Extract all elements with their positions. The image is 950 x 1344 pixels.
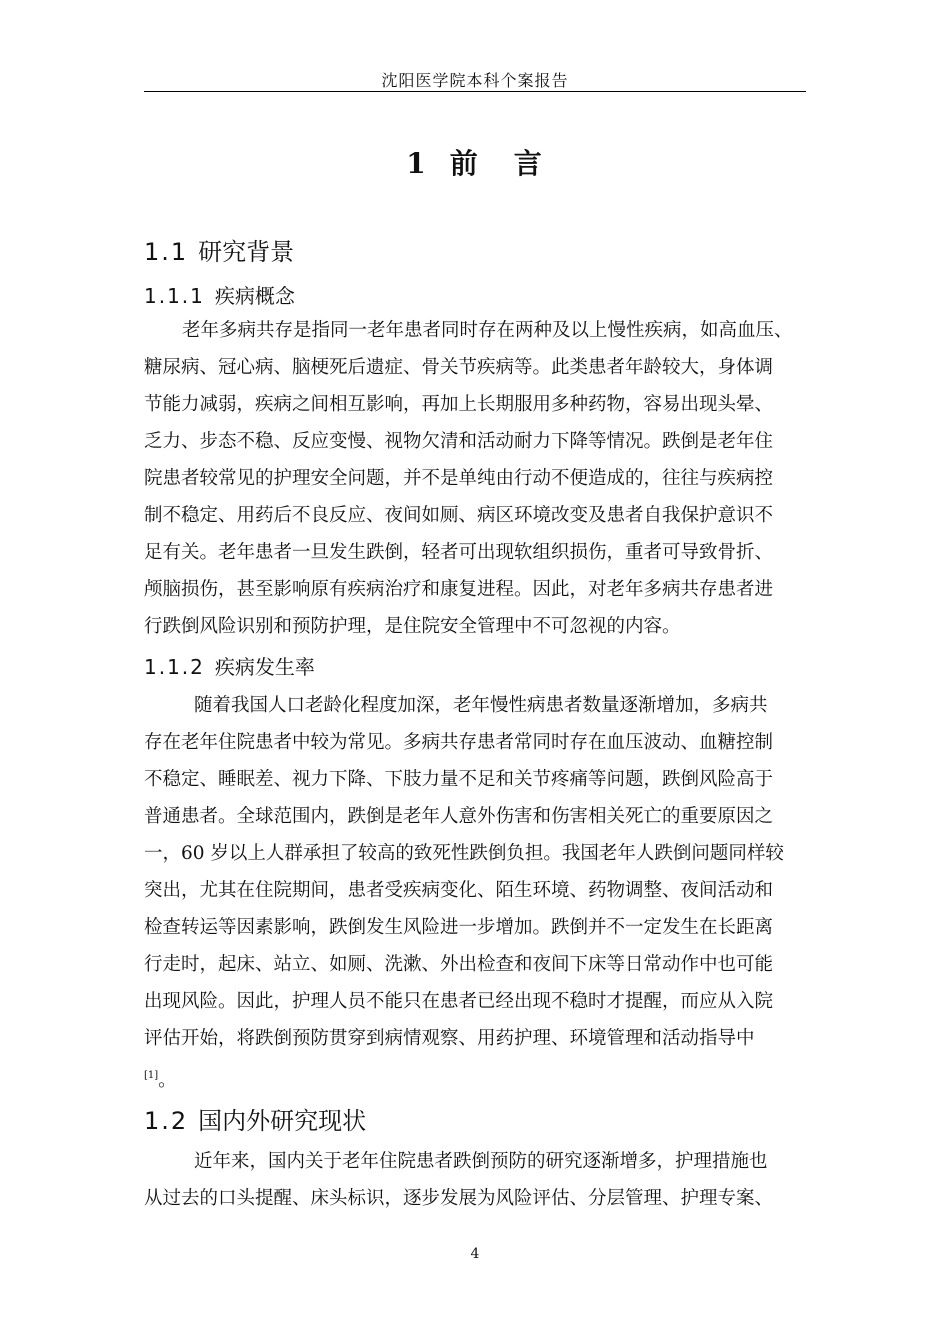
text-line: 评估开始，将跌倒预防贯穿到病情观察、用药护理、环境管理和活动指导中 (144, 1028, 755, 1049)
text-line: 近年来，国内关于老年住院患者跌倒预防的研究逐渐增多，护理措施也 (194, 1151, 768, 1172)
text-line: 节能力减弱，疾病之间相互影响，再加上长期服用多种药物，容易出现头晕、 (144, 394, 774, 415)
text-line: 突出，尤其在住院期间，患者受疾病变化、陌生环境、药物调整、夜间活动和 (144, 880, 774, 901)
chapter-word-1: 前 (449, 147, 480, 180)
section-title: 国内外研究现状 (198, 1107, 367, 1135)
chapter-title (144, 142, 806, 182)
section-number: 1.1.2 (144, 655, 205, 679)
citation-ref: [1] (144, 1070, 159, 1081)
text-line: 颅脑损伤，甚至影响原有疾病治疗和康复进程。因此，对老年多病共存患者进 (144, 579, 774, 600)
text-line: 一，60 岁以上人群承担了较高的致死性跌倒负担。我国老年人跌倒问题同样较 (144, 843, 784, 864)
section-title: 研究背景 (198, 238, 295, 266)
text-line: 随着我国人口老龄化程度加深，老年慢性病患者数量逐渐增加，多病共 (194, 695, 768, 716)
chapter-word-2: 言 (513, 147, 544, 180)
text-line: 糖尿病、冠心病、脑梗死后遗症、骨关节疾病等。此类患者年龄较大，身体调 (144, 357, 774, 378)
section-heading-1-2 (144, 1101, 366, 1136)
text-line: 乏力、步态不稳、反应变慢、视物欠清和活动耐力下降等情况。跌倒是老年住 (144, 431, 774, 452)
text-line: 出现风险。因此，护理人员不能只在患者已经出现不稳时才提醒，而应从入院 (144, 991, 774, 1012)
text-line: 检查转运等因素影响，跌倒发生风险进一步增加。跌倒并不一定发生在长距离 (144, 917, 774, 938)
text-line: 不稳定、睡眠差、视力下降、下肢力量不足和关节疼痛等问题，跌倒风险高于 (144, 769, 774, 790)
section-number: 1.2 (144, 1107, 189, 1135)
text-line: 普通患者。全球范围内，跌倒是老年人意外伤害和伤害相关死亡的重要原因之 (144, 806, 774, 827)
text-line: 行跌倒风险识别和预防护理，是住院安全管理中不可忽视的内容。 (144, 616, 681, 637)
section-heading-1-1-1 (144, 280, 295, 309)
section-title: 疾病概念 (214, 284, 295, 308)
page-header: 沈阳医学院本科个案报告 (381, 71, 569, 90)
section-heading-1-1 (144, 232, 294, 267)
section-number: 1.1 (144, 238, 189, 266)
paragraph-disease-concept (144, 312, 806, 645)
end-punct: 。 (158, 1070, 177, 1091)
header-rule (144, 91, 806, 92)
text-line: 制不稳定、用药后不良反应、夜间如厕、病区环境改变及患者自我保护意识不 (144, 505, 774, 526)
section-title: 疾病发生率 (214, 655, 315, 679)
text-line: 行走时，起床、站立、如厕、洗漱、外出检查和夜间下床等日常动作中也可能 (144, 954, 774, 975)
text-line: 存在老年住院患者中较为常见。多病共存患者常同时存在血压波动、血糖控制 (144, 732, 774, 753)
text-line: 从过去的口头提醒、床头标识，逐步发展为风险评估、分层管理、护理专案、 (144, 1188, 774, 1209)
text-line: 足有关。老年患者一旦发生跌倒，轻者可出现软组织损伤，重者可导致骨折、 (144, 542, 774, 563)
section-heading-1-1-2 (144, 651, 315, 680)
paragraph-research-status (144, 1143, 806, 1217)
section-number: 1.1.1 (144, 284, 205, 308)
paragraph-incidence (144, 687, 806, 1099)
text-line (144, 1057, 806, 1099)
page-number: 4 (470, 1246, 480, 1262)
text-line: 老年多病共存是指同一老年患者同时存在两种及以上慢性疾病，如高血压、 (182, 320, 793, 341)
text-line: 院患者较常见的护理安全问题，并不是单纯由行动不便造成的，往往与疾病控 (144, 468, 774, 489)
chapter-number: 1 (406, 147, 428, 180)
